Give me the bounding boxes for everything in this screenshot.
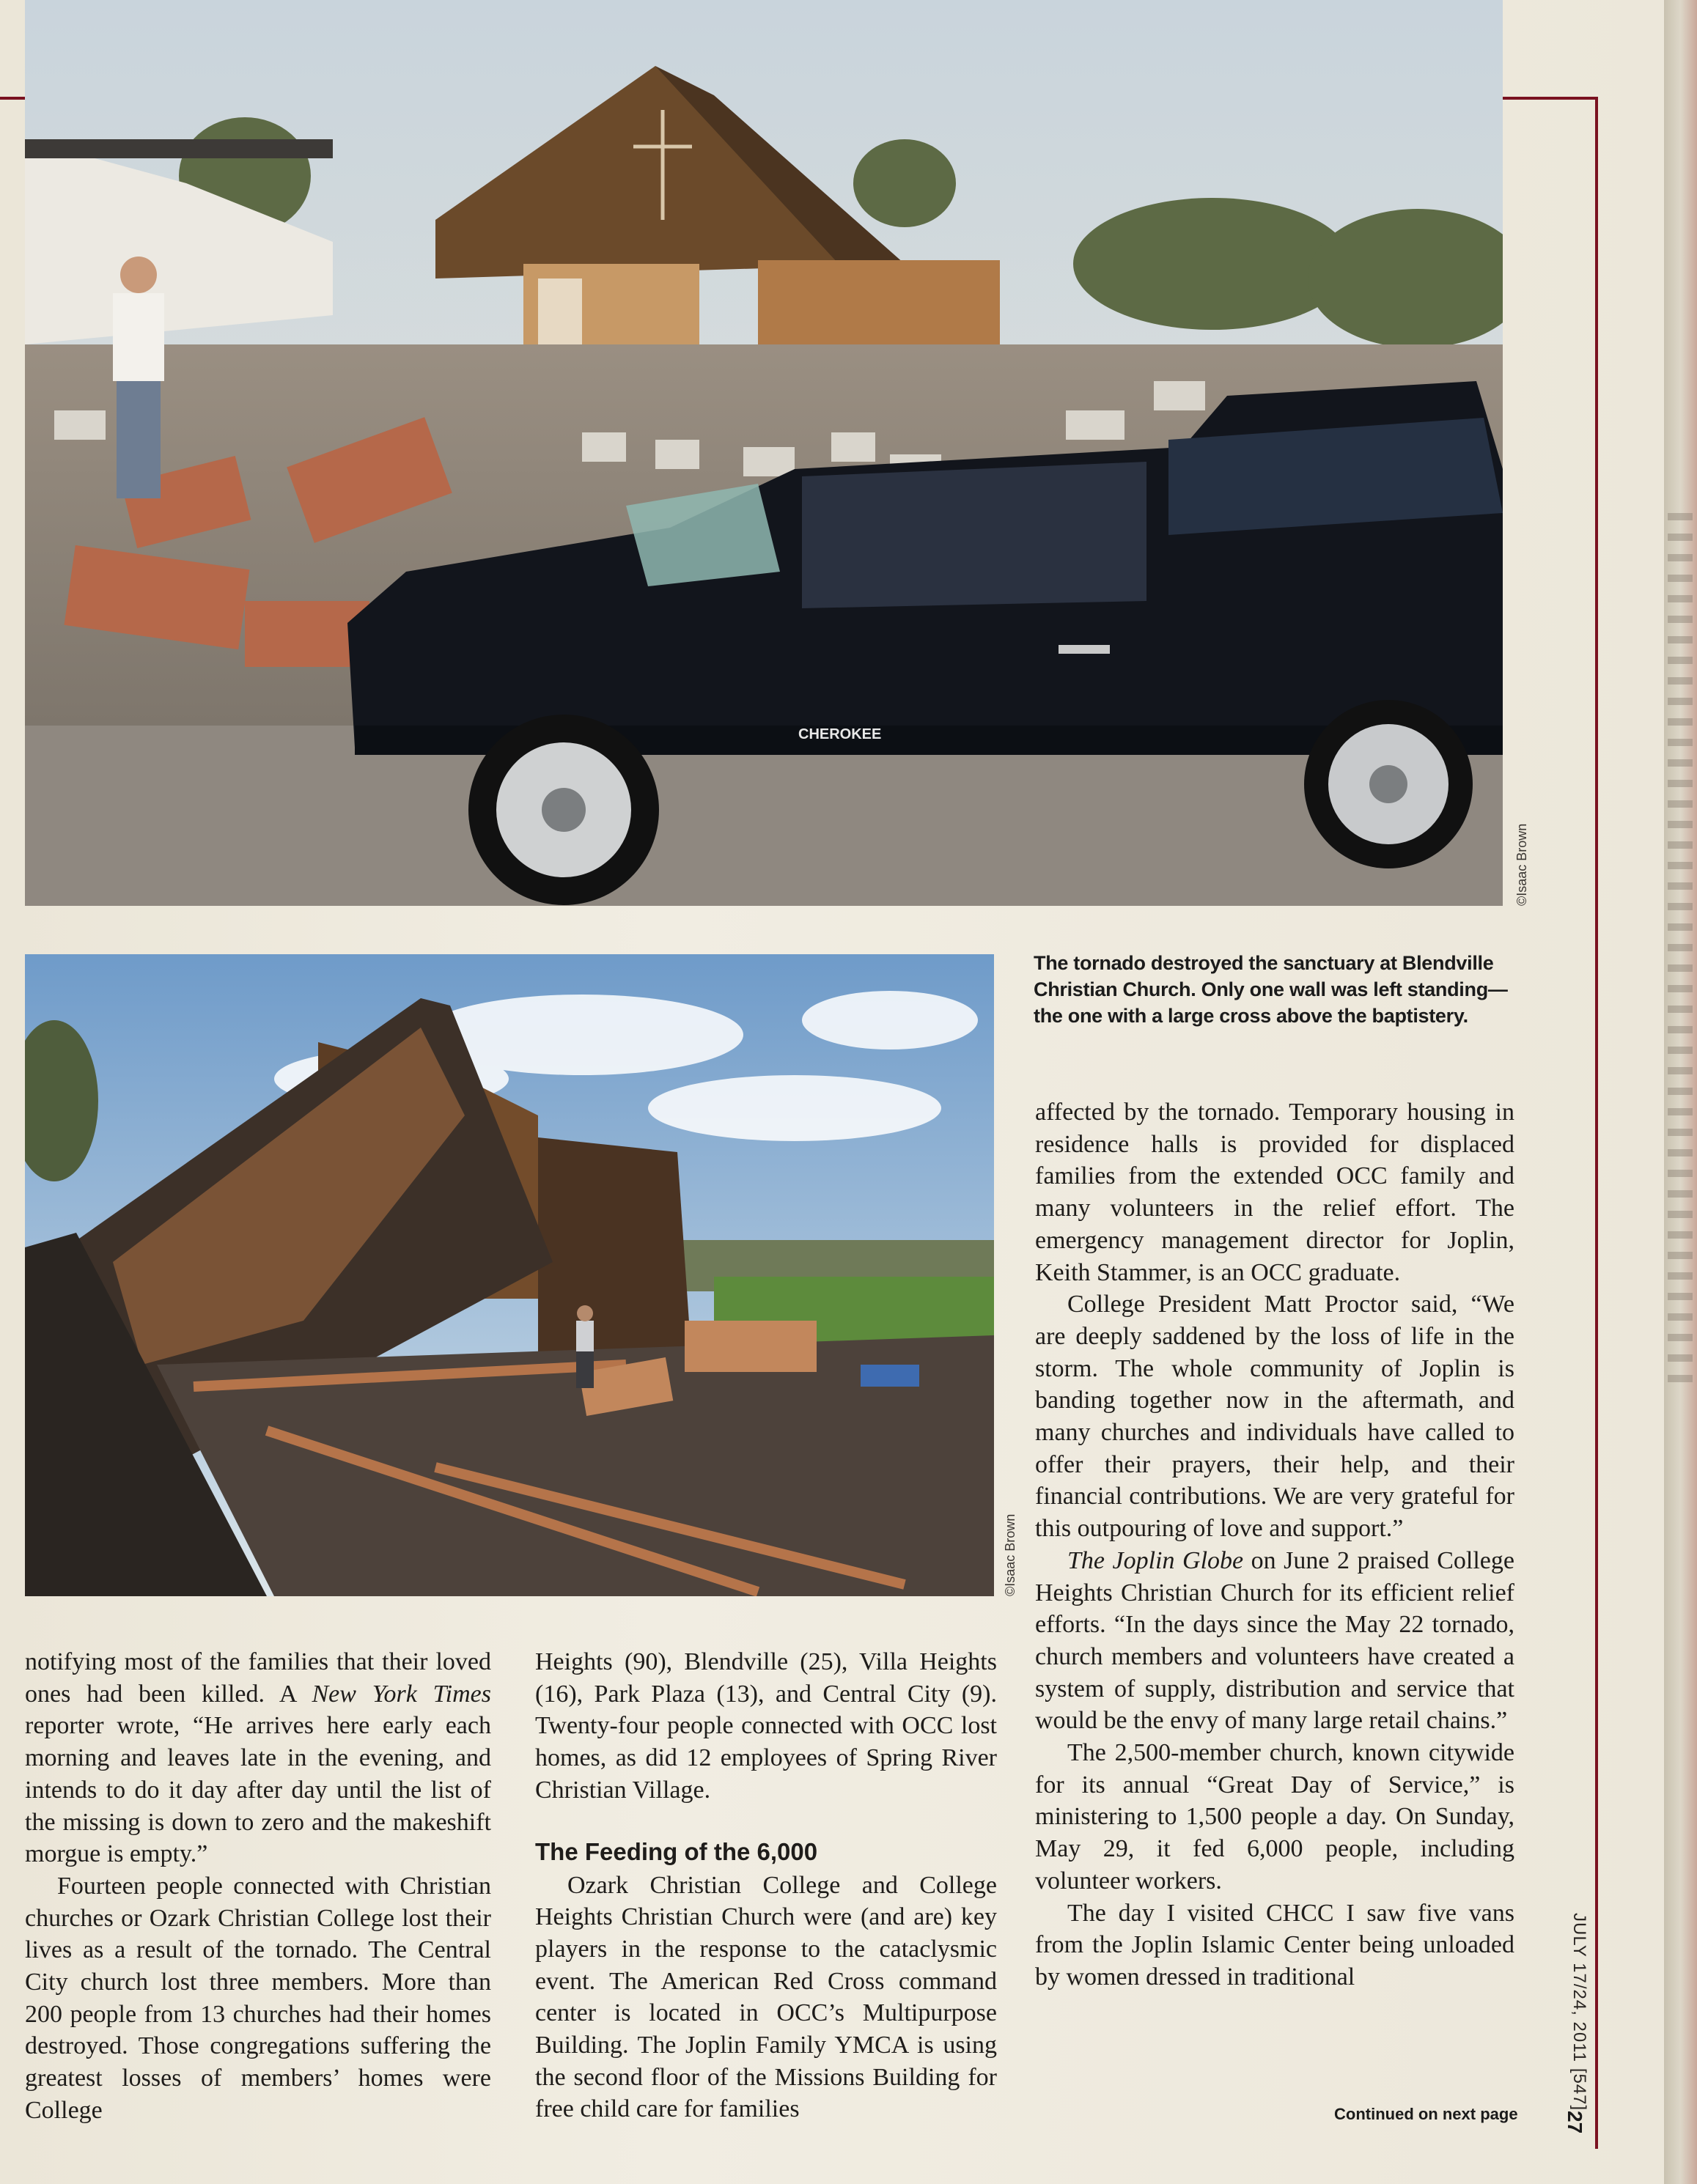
paragraph: The 2,500-member church, known citywide for its annual “Great Day of Service,” is ministering to 1,500 people a day. On Sunday, May 29, it fed 6,000 people, including volunteer workers. xyxy=(1035,1739,1514,1895)
article-column-1 xyxy=(25,1646,491,2127)
vehicle-badge-text: CHEROKEE xyxy=(798,726,882,742)
photo-collapsed-church-roof xyxy=(25,954,994,1596)
article-column-2 xyxy=(535,1646,997,2125)
photo-church-ruins-suv xyxy=(25,0,1503,906)
paragraph xyxy=(25,1646,491,1870)
photo-credit-bottom: ©Isaac Brown xyxy=(1003,1513,1017,1596)
article-column-3 xyxy=(1035,1096,1514,1993)
text-run: on June 2 praised College Heights Christian Church for its efficient relief efforts. “In the days since the May 22 tornado, church members and volunteers have created a system of supply, distribution and service that would be the envy of many large retail chains.” xyxy=(1035,1546,1514,1735)
section-subhead: The Feeding of the 6,000 xyxy=(535,1837,818,1865)
paragraph: College President Matt Proctor said, “We are deeply saddened by the loss of life in the storm. The whole community of Joplin is banding together now in the aftermath, and many churches and individuals have called to offer their prayers, their help, and their financial contributions. We are very grateful for this outpouring of love and support.” xyxy=(1035,1291,1514,1543)
accent-rule-left xyxy=(0,97,25,100)
page-number: 27 xyxy=(1564,2111,1586,2134)
text-run: reporter wrote, “He arrives here early each morning and leaves late in the evening, and intends to do it day after day until the list of the missing is down to zero and the makeshift morgue is empty.” xyxy=(25,1712,491,1868)
photo-credit-top: ©Isaac Brown xyxy=(1514,823,1529,906)
text-run: notifying most of the families that their loved ones had been killed. A xyxy=(25,1648,491,1708)
paragraph: The day I visited CHCC I saw five vans from the Joplin Islamic Center being unloaded by women dressed in traditional xyxy=(1035,1899,1514,1991)
paragraph xyxy=(1035,1545,1514,1737)
accent-rule-vertical xyxy=(1595,97,1598,2149)
paragraph: Fourteen people connected with Christian churches or Ozark Christian College lost their lives as a result of the tornado. The Central City church lost three members. More than 200 people from 13 churches had their homes destroyed. Those congregations suffering the greatest losses of members’ homes were College xyxy=(25,1872,491,2124)
publication-name: The Joplin Globe xyxy=(1067,1546,1244,1574)
photo-caption: The tornado destroyed the sanctuary at Blendville Christian Church. Only one wall was left standing—the one with a large cross above the baptistery. xyxy=(1034,952,1508,1027)
adjacent-page-text xyxy=(1668,513,1693,1392)
paragraph: Ozark Christian College and College Heights Christian Church were (and are) key players in the response to the cataclysmic event. The American Red Cross command center is located in OCC’s Multipurpose Building. The Joplin Family YMCA is using the second floor of the Missions Building for free child care for families xyxy=(535,1871,997,2123)
paragraph: Heights (90), Blendville (25), Villa Heights (16), Park Plaza (13), and Central City (9). Twenty-four people connected with OCC lost homes, as did 12 employees of Spring River Christian Village. xyxy=(535,1648,997,1804)
paragraph: affected by the tornado. Temporary housing in residence halls is provided for displaced families from the extended OCC family and many volunteers in the relief effort. The emergency management director for Joplin, Keith Stammer, is an OCC graduate. xyxy=(1035,1099,1514,1286)
publication-name: New York Times xyxy=(312,1680,491,1708)
issue-date-line: JULY 17/24, 2011 [547] xyxy=(1569,1913,1589,2111)
accent-rule-horizontal xyxy=(1495,97,1598,100)
continued-notice: Continued on next page xyxy=(1334,2105,1518,2123)
